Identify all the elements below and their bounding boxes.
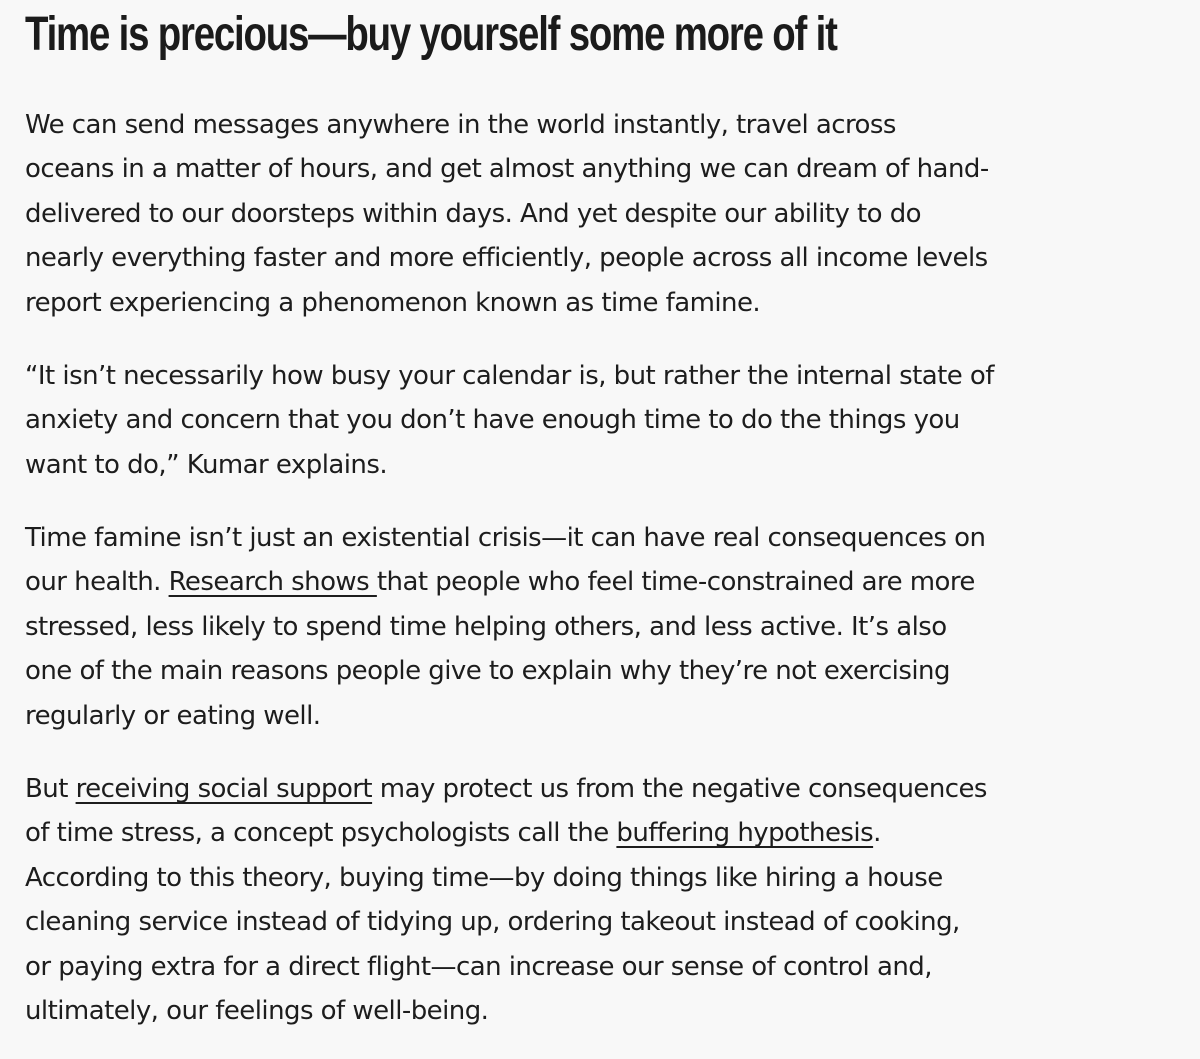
text-line: ultimately, our feelings of well-being. — [25, 996, 489, 1027]
text-line: or paying extra for a direct flight—can increase our sense of control and, — [25, 951, 932, 982]
text-line: According to this theory, buying time—by doing things like hiring a house — [25, 862, 943, 893]
buffering-hypothesis-link[interactable]: buffering hypothesis — [616, 818, 874, 849]
text-segment: But — [25, 774, 76, 804]
text-line: Time famine isn’t just an existential crisis—it can have real consequences on — [25, 523, 986, 553]
text-line: anxiety and concern that you don’t have enough time to do the things you — [25, 405, 960, 436]
paragraph-kumar-quote — [25, 354, 994, 487]
text-line: stressed, less likely to spend time helping others, and less active. It’s also — [25, 611, 947, 642]
text-line: cleaning service instead of tidying up, ordering takeout instead of cooking, — [25, 907, 960, 938]
paragraph-buffering-hypothesis — [25, 767, 987, 1033]
text-line: report experiencing a phenomenon known as time famine. — [25, 287, 761, 318]
text-line: “It isn’t necessarily how busy your calendar is, but rather the internal state of — [25, 361, 994, 391]
paragraph-time-famine — [25, 103, 989, 325]
text-line — [25, 811, 987, 855]
text-line: We can send messages anywhere in the world instantly, travel across — [25, 110, 896, 140]
text-line: one of the main reasons people give to explain why they’re not exercising — [25, 656, 950, 687]
text-segment: may protect us from the negative consequences — [372, 774, 987, 804]
text-segment: . — [873, 818, 881, 849]
article-headline: Time is precious—buy yourself some more of it — [25, 8, 837, 61]
text-segment: our health. — [25, 567, 169, 598]
text-line: nearly everything faster and more efficiently, people across all income levels — [25, 243, 988, 274]
text-line — [25, 767, 987, 811]
text-line: regularly or eating well. — [25, 700, 321, 731]
text-line: want to do,” Kumar explains. — [25, 449, 388, 480]
text-segment: of time stress, a concept psychologists call the — [25, 818, 617, 849]
social-support-link[interactable]: receiving social support — [75, 774, 373, 804]
research-shows-link[interactable]: Research shows — [168, 567, 377, 598]
paragraph-health-consequences — [25, 516, 985, 738]
text-line: delivered to our doorsteps within days. And yet despite our ability to do — [25, 198, 922, 229]
text-line — [25, 560, 985, 604]
text-segment: that people who feel time-constrained are more — [376, 567, 975, 598]
text-line: oceans in a matter of hours, and get almost anything we can dream of hand- — [25, 154, 989, 185]
